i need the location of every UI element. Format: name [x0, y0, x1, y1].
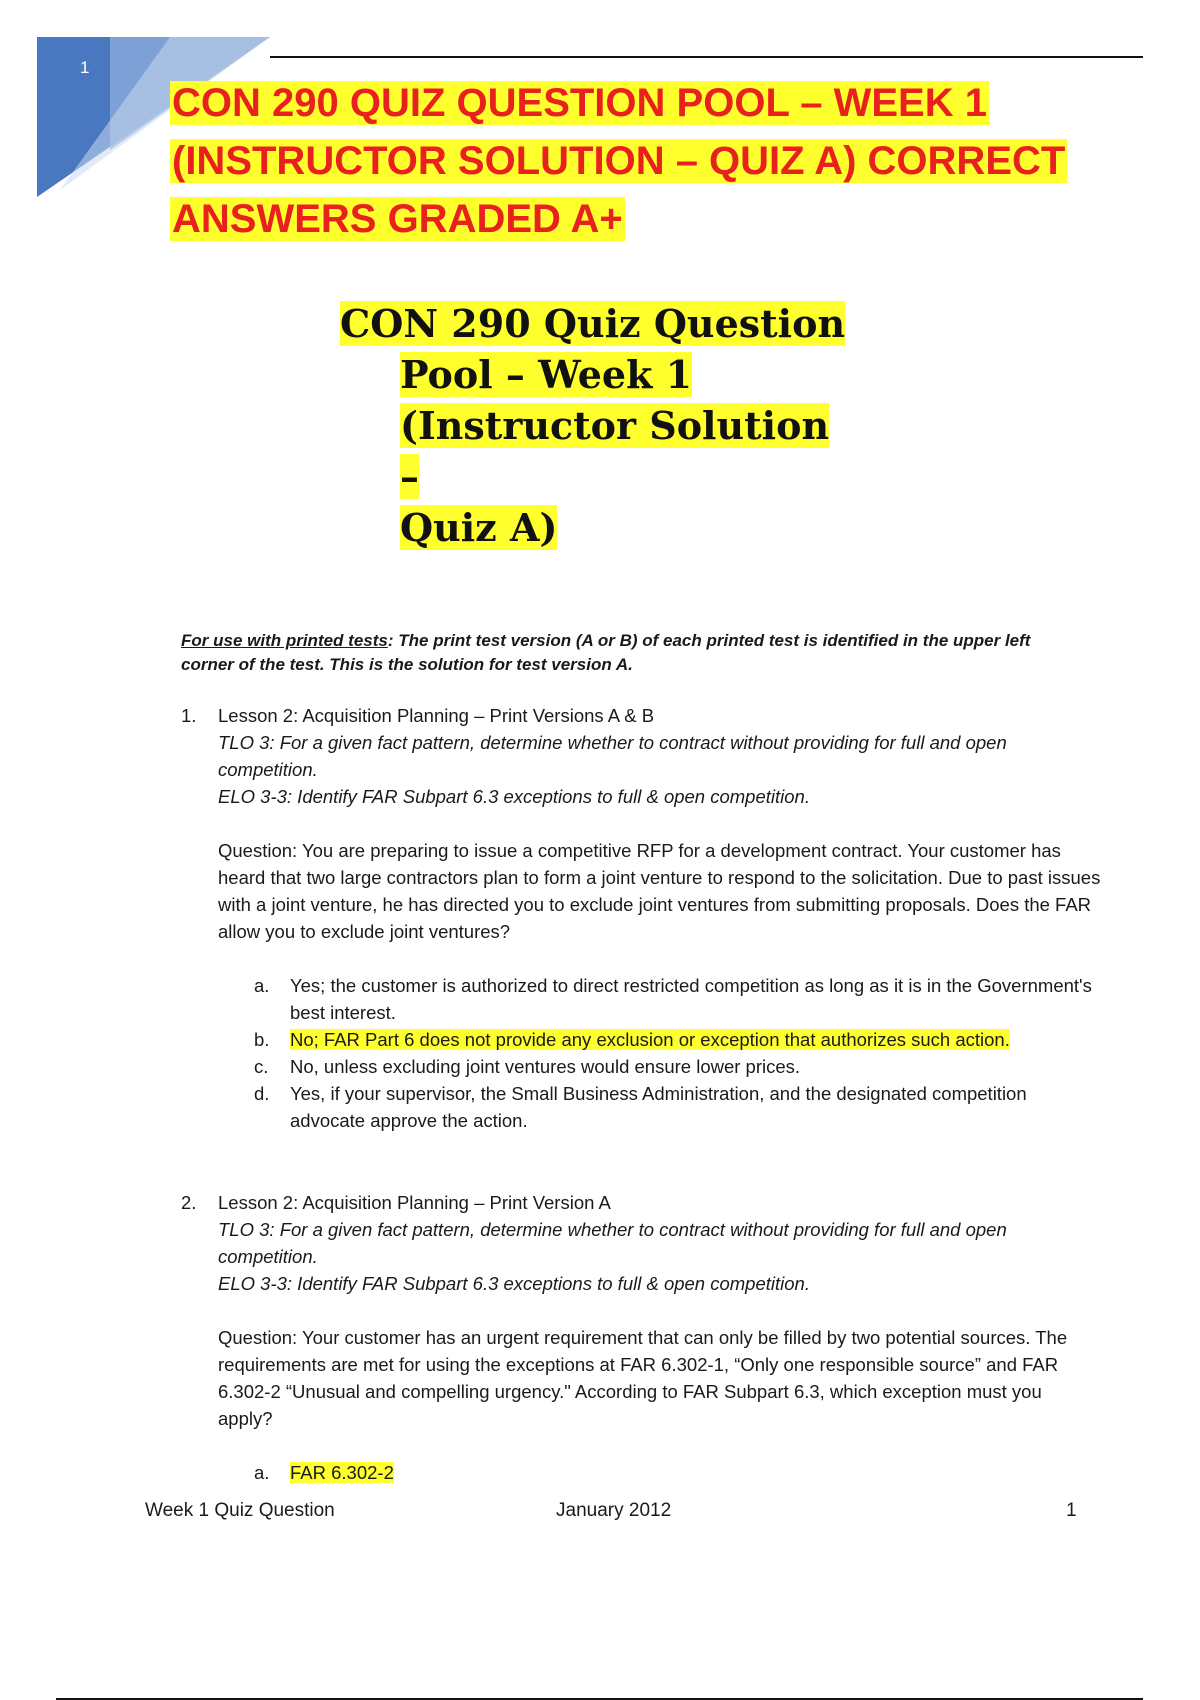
lesson-line: Lesson 2: Acquisition Planning – Print Version A: [218, 1192, 611, 1213]
subtitle-line: Pool – Week 1: [400, 352, 693, 397]
option-text: Yes, if your supervisor, the Small Business Administration, and the designated competition advocate approve the action.: [290, 1083, 1027, 1131]
question-text: Question: You are preparing to issue a competitive RFP for a development contract. Your customer has heard that two large contractors plan to form a joint venture to respond to the solicitation. Due to past issues with a joint venture, he has directed you to exclude joint ventures from submitting proposals. Does the FAR allow you to exclude joint ventures?: [218, 840, 1101, 942]
question-number: 2.: [181, 1192, 197, 1213]
intro-text: : The print test version (A or B) of each printed test is identified in the upper left corner of the test. This is the solution for test version A.: [181, 631, 1031, 674]
intro-lead: For use with printed tests: [181, 631, 388, 650]
question-block: [181, 1189, 1101, 1486]
option-letter: d.: [254, 1083, 270, 1104]
footer-page-number: 1: [1066, 1500, 1077, 1521]
question-block: [181, 702, 1101, 1134]
elo-line: ELO 3-3: Identify FAR Subpart 6.3 exceptions to full & open competition.: [218, 786, 810, 807]
tlo-line: TLO 3: For a given fact pattern, determine whether to contract without providing for full and open competition.: [218, 732, 1007, 780]
title-line: ANSWERS GRADED A+: [172, 197, 623, 241]
document-subtitle: [340, 298, 860, 553]
option-letter: a.: [254, 975, 270, 996]
title-line: CON 290 QUIZ QUESTION POOL – WEEK 1: [172, 81, 987, 125]
option-text: Yes; the customer is authorized to direct restricted competition as long as it is in the Government's best interest.: [290, 975, 1092, 1023]
subtitle-line: Quiz A): [400, 505, 558, 550]
question-text: Question: Your customer has an urgent requirement that can only be filled by two potential sources. The requirements are met for using the exceptions at FAR 6.302-1, “Only one responsible source” and FAR 6.302-2 “Unusual and compelling urgency." According to FAR Subpart 6.3, which exception must you apply?: [218, 1327, 1068, 1429]
option-letter: c.: [254, 1056, 269, 1077]
subtitle-line: CON 290 Quiz Question: [340, 301, 846, 346]
tlo-line: TLO 3: For a given fact pattern, determine whether to contract without providing for full and open competition.: [218, 1219, 1007, 1267]
corner-page-number: 1: [80, 58, 90, 77]
option-letter: b.: [254, 1029, 270, 1050]
question-number: 1.: [181, 705, 197, 726]
answer-option-correct: [254, 1459, 1101, 1486]
option-text: No, unless excluding joint ventures would ensure lower prices.: [290, 1056, 801, 1077]
footer-doc-name: Week 1 Quiz Question: [145, 1500, 335, 1521]
answer-option: [254, 1053, 1101, 1080]
lesson-line: Lesson 2: Acquisition Planning – Print Versions A & B: [218, 705, 655, 726]
title-line: (INSTRUCTOR SOLUTION – QUIZ A) CORRECT: [172, 139, 1066, 183]
answer-options: [218, 972, 1101, 1134]
document-title: [170, 74, 1100, 248]
answer-option: [254, 1080, 1101, 1134]
answer-options: [218, 1459, 1101, 1486]
answer-option: [254, 972, 1101, 1026]
option-text-highlighted: No; FAR Part 6 does not provide any exclusion or exception that authorizes such action.: [290, 1029, 1010, 1050]
header-rule: [270, 56, 1143, 58]
intro-note: [181, 629, 1081, 677]
answer-option-correct: [254, 1026, 1101, 1053]
subtitle-line: (Instructor Solution –: [400, 403, 830, 499]
footer-date: January 2012: [556, 1500, 672, 1521]
elo-line: ELO 3-3: Identify FAR Subpart 6.3 exceptions to full & open competition.: [218, 1273, 810, 1294]
option-letter: a.: [254, 1462, 270, 1483]
option-text-highlighted: FAR 6.302-2: [290, 1462, 394, 1483]
